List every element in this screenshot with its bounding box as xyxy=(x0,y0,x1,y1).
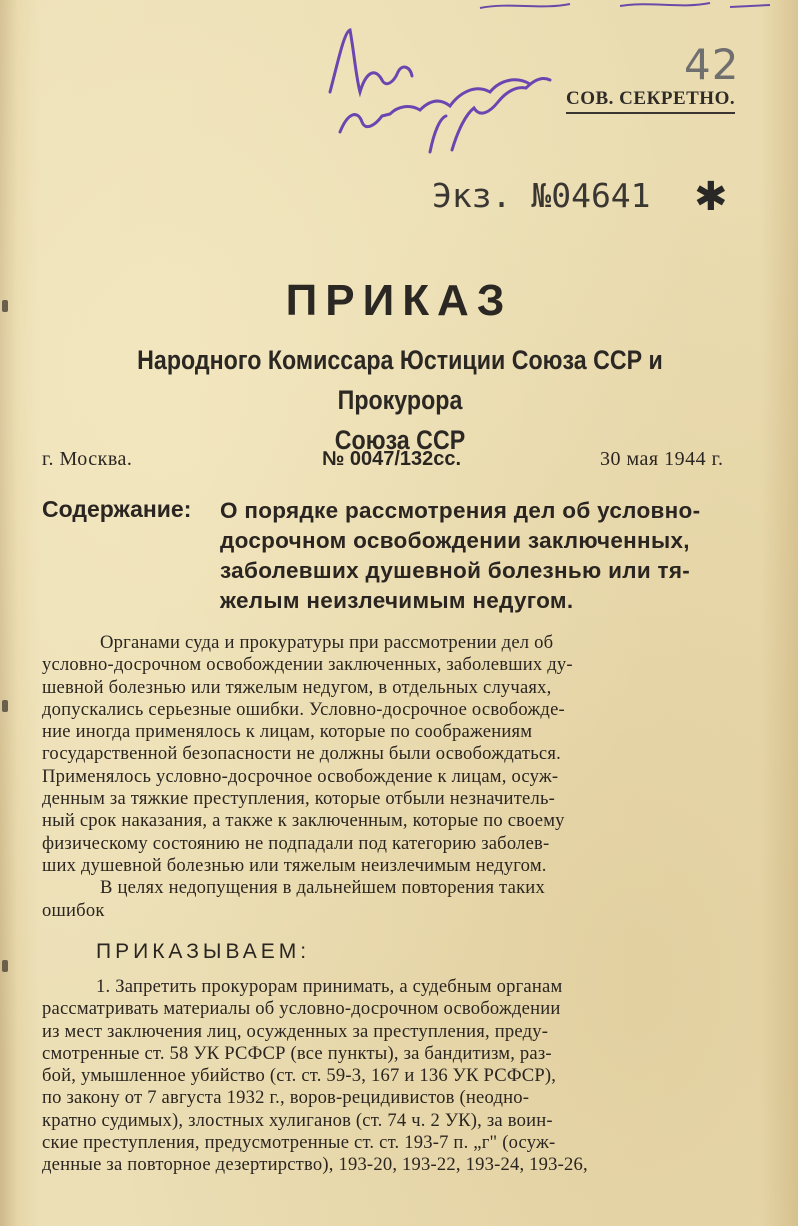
body-line: государственной безопасности не должны были освобождаться. xyxy=(42,743,561,765)
binding-hole-mark xyxy=(2,960,8,972)
document-number: № 0047/132сс. xyxy=(322,448,462,470)
body-line: ошибок xyxy=(42,899,105,921)
body-line: Органами суда и прокуратуры при рассмотрении дел об xyxy=(100,632,554,653)
document-title: ПРИКАЗ xyxy=(285,276,513,325)
subject-line: желым неизлечимым недугом. xyxy=(220,588,574,613)
point-line: по закону от 7 августа 1932 г., воров-рецидивистов (неодно- xyxy=(42,1087,530,1109)
point-line: смотренные ст. 58 УК РСФСР (все пункты), за бандитизм, раз- xyxy=(42,1042,552,1064)
body-line: Применялось условно-досрочное освобождение к лицам, осуж- xyxy=(42,765,559,787)
asterisk-mark-icon: ✱ xyxy=(694,174,728,220)
point-line: денные за повторное дезертирство), 193-20, 193-22, 193-24, 193-26, xyxy=(42,1154,588,1176)
body-line: денным за тяжкие преступления, которые отбыли незначитель- xyxy=(42,788,556,810)
order-heading: ПРИКАЗЫВАЕМ: xyxy=(96,940,311,963)
point-line: рассматривать материалы об условно-досрочном освобождении xyxy=(42,998,561,1020)
document-date: 30 мая 1944 г. xyxy=(600,448,724,470)
subtitle-line: Союза ССР xyxy=(334,425,466,455)
page-number: 42 xyxy=(684,40,740,89)
point-line: бой, умышленное убийство (ст. ст. 59-3, 167 и 136 УК РСФСР), xyxy=(42,1065,557,1087)
preamble-paragraph xyxy=(42,632,758,922)
body-line: ших душевной болезнью или тяжелым неизлечимым недугом. xyxy=(42,854,547,876)
point-line: ские преступления, предусмотренные ст. ст. 193-7 п. „г" (осуж- xyxy=(42,1132,556,1154)
copy-number: Экз. №04641 xyxy=(432,176,651,215)
body-line: допускались серьезные ошибки. Условно-досрочное освобожде- xyxy=(42,698,565,720)
subject-line: О порядке рассмотрения дел об условно- xyxy=(220,498,701,523)
body-line: ние иногда применялось к лицам, которые по соображениям xyxy=(42,721,533,743)
top-handwriting-fragment xyxy=(470,0,780,12)
body-line: В целях недопущения в дальнейшем повторения таких xyxy=(100,877,545,899)
body-line: условно-досрочном освобождении заключенных, заболевших ду- xyxy=(42,654,573,676)
document-subtitle xyxy=(82,340,718,460)
body-line: шевной болезнью или тяжелым недугом, в отдельных случаях, xyxy=(42,676,552,698)
point-line: 1. Запретить прокурорам принимать, а судебным органам xyxy=(96,976,563,997)
document-city: г. Москва. xyxy=(42,448,133,470)
binding-hole-mark xyxy=(2,300,8,312)
binding-hole-mark xyxy=(2,700,8,712)
handwritten-resolution xyxy=(320,22,560,162)
subject-text xyxy=(220,496,765,616)
subject-line: заболевших душевной болезнью или тя- xyxy=(220,558,691,583)
subject-line: досрочном освобождении заключенных, xyxy=(220,528,690,553)
body-line: физическому состоянию не подпадали под категорию заболев- xyxy=(42,832,550,854)
subtitle-line: Народного Комиссара Юстиции Союза ССР и Прокурора xyxy=(137,345,663,415)
body-line: ный срок наказания, а также к заключенным, которые по своему xyxy=(42,810,565,832)
classification-stamp: СОВ. СЕКРЕТНО. xyxy=(566,88,735,114)
order-point-1 xyxy=(42,976,758,1177)
point-line: кратно судимых), злостных хулиганов (ст. 74 ч. 2 УК), за воин- xyxy=(42,1109,553,1131)
subject-label: Содержание: xyxy=(42,496,192,522)
point-line: из мест заключения лиц, осужденных за преступления, преду- xyxy=(42,1020,549,1042)
